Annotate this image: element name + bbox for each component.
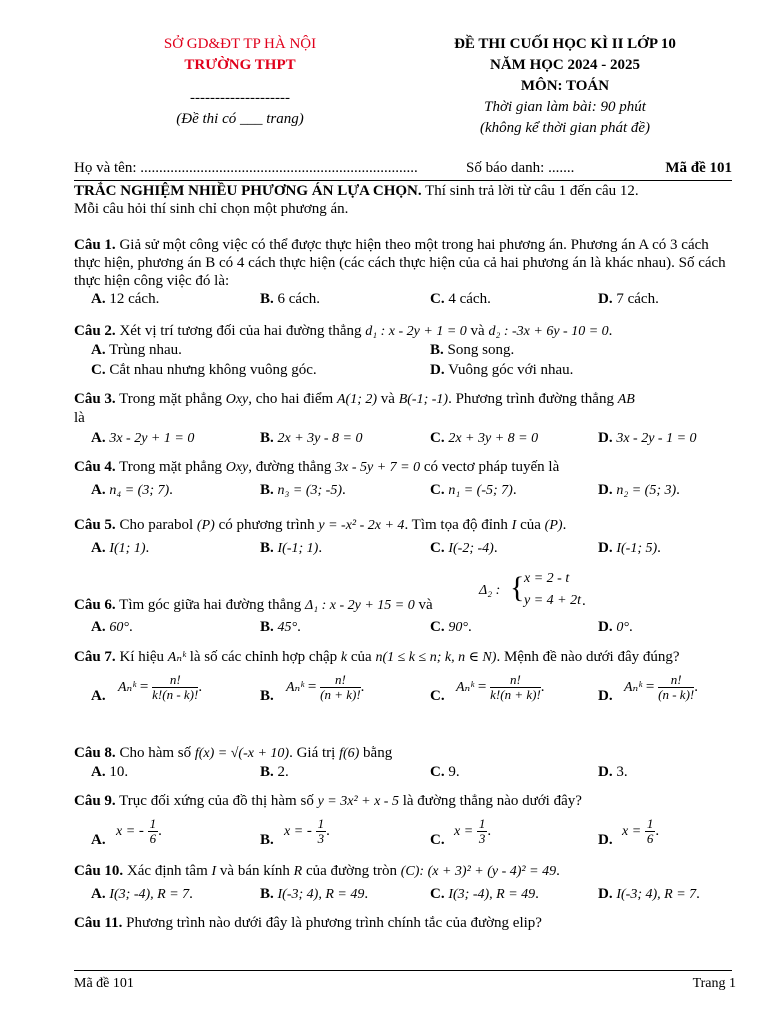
student-name-field: Họ và tên: .......................................................................... bbox=[74, 160, 418, 176]
option-d[interactable]: D. 7 cách. bbox=[598, 291, 659, 307]
option-a-formula: x = - $\frac{1}{6}$ . bbox=[116, 816, 162, 846]
option-d[interactable]: D. I(-3; 4), R = 7. bbox=[598, 886, 700, 902]
option-d[interactable]: D. I(-1; 5). bbox=[598, 540, 661, 556]
option-c[interactable]: C. 4 cách. bbox=[430, 291, 491, 307]
option-b[interactable]: B. bbox=[260, 688, 274, 704]
options bbox=[74, 539, 736, 559]
question-6: Câu 6. Tìm góc giữa hai đường thẳng Δ₁ : x - 2y + 15 = 0 và Δ₂ : { x = 2 - t y = 4 + 2t . A. 60°. B. 45°. C. 90°. D. 0°. bbox=[74, 568, 736, 638]
option-a[interactable]: A. bbox=[91, 832, 106, 848]
section-desc: Thí sinh trả lời từ câu 1 đến câu 12. bbox=[421, 183, 639, 199]
option-d[interactable]: D. Vuông góc với nhau. bbox=[430, 362, 574, 378]
option-b[interactable]: B. 2. bbox=[260, 764, 289, 780]
option-c[interactable]: C. I(-2; -4). bbox=[430, 540, 498, 556]
question-label: Câu 1. bbox=[74, 237, 116, 253]
option-a[interactable]: A. I(3; -4), R = 7. bbox=[91, 886, 193, 902]
school-year: NĂM HỌC 2024 - 2025 bbox=[490, 57, 640, 73]
option-d[interactable]: D. 3x - 2y - 1 = 0 bbox=[598, 430, 697, 446]
section-title: TRẮC NGHIỆM NHIỀU PHƯƠNG ÁN LỰA CHỌN. bbox=[74, 183, 422, 199]
option-d[interactable]: D. n₂ = (5; 3). bbox=[598, 482, 680, 498]
section-intro bbox=[74, 182, 736, 218]
school-name: TRƯỜNG THPT bbox=[184, 57, 296, 73]
option-a-formula: Aₙᵏ = $\frac{n!}{k!(n - k)!}$ . bbox=[118, 672, 203, 702]
options bbox=[74, 429, 736, 449]
exam-header bbox=[0, 30, 768, 140]
line-d2: d₂ : -3x + 6y - 10 = 0 bbox=[488, 324, 609, 339]
student-info-row bbox=[74, 158, 732, 180]
divider-dashes: -------------------- bbox=[190, 90, 290, 106]
header-left bbox=[95, 34, 385, 130]
option-b[interactable]: B. bbox=[260, 832, 274, 848]
option-b[interactable]: B. 6 cách. bbox=[260, 291, 320, 307]
option-b[interactable]: B. Song song. bbox=[430, 342, 515, 358]
question-4: Câu 4. Trong mặt phẳng Oxy, đường thẳng 3x - 5y + 7 = 0 có vectơ pháp tuyến là A. n₄ = (3; 7). B. n₃ = (3; -5). C. n₁ = (-5; 7). D. n₂ = (5; 3). bbox=[74, 458, 736, 501]
page-count-note: (Đề thi có ___ trang) bbox=[176, 111, 304, 127]
option-d[interactable]: D. 3. bbox=[598, 764, 628, 780]
options-2 bbox=[74, 361, 736, 381]
option-b[interactable]: B. 2x + 3y - 8 = 0 bbox=[260, 430, 363, 446]
question-8: Câu 8. Cho hàm số f(x) = √(-x + 10). Giá trị f(6) bằng A. 10. B. 2. C. 9. D. 3. bbox=[74, 744, 736, 783]
option-a[interactable]: A. 60°. bbox=[91, 619, 133, 635]
options bbox=[74, 817, 736, 851]
option-c[interactable]: C. 9. bbox=[430, 764, 460, 780]
candidate-number-field: Số báo danh: ....... bbox=[466, 160, 575, 176]
option-a[interactable]: A. Trùng nhau. bbox=[91, 342, 182, 358]
department-name: SỞ GD&ĐT TP HÀ NỘI bbox=[163, 36, 317, 52]
top-rule bbox=[74, 180, 732, 181]
delta-2-label: Δ₂ : bbox=[479, 583, 501, 598]
option-b[interactable]: B. 45°. bbox=[260, 619, 301, 635]
option-a[interactable]: A. n₄ = (3; 7). bbox=[91, 482, 173, 498]
option-b[interactable]: B. I(-3; 4), R = 49. bbox=[260, 886, 369, 902]
option-a[interactable]: A. 12 cách. bbox=[91, 291, 160, 307]
exam-code: Mã đề 101 bbox=[665, 160, 732, 176]
option-c[interactable]: C. Cắt nhau nhưng không vuông góc. bbox=[91, 362, 317, 378]
option-d[interactable]: D. bbox=[598, 832, 613, 848]
option-d[interactable]: D. bbox=[598, 688, 613, 704]
option-c[interactable]: C. bbox=[430, 688, 445, 704]
question-text: Giả sử một công việc có thể được thực hiện theo một trong hai phương án. Phương án A có 3 cách thực hiện, phương án B có 4 cách thực hiện (các cách thực hiện của cả hai phương án là khác nhau). Số cách thực hiện công việc đó là: bbox=[74, 237, 726, 289]
options bbox=[74, 763, 736, 783]
system-eq-2: y = 4 + 2t bbox=[524, 593, 581, 608]
system-brace: { bbox=[510, 571, 525, 604]
question-7: Câu 7. Kí hiệu Aₙᵏ là số các chỉnh hợp chập k của n(1 ≤ k ≤ n; k, n ∈ N). Mệnh đề nào dưới đây đúng? A. Aₙᵏ = $\frac{n!}{k!(n - k)!}$ . B. Aₙᵏ = $\frac{n!}{(n + k)!}$ . C. Aₙᵏ = $\frac{n!}{k!(n + k)!}$ . D. Aₙᵏ = $\frac{n!}{(n - k)!}$ . bbox=[74, 648, 736, 711]
options bbox=[74, 341, 736, 361]
question-1 bbox=[74, 236, 736, 310]
option-c-formula: x = $\frac{1}{3}$ . bbox=[454, 816, 492, 846]
options bbox=[74, 673, 736, 711]
header-right bbox=[405, 34, 725, 139]
options bbox=[74, 290, 736, 310]
duration-note: (không kể thời gian phát đề) bbox=[479, 120, 651, 136]
option-c[interactable]: C. 2x + 3y + 8 = 0 bbox=[430, 430, 539, 446]
option-a[interactable]: A. bbox=[91, 688, 106, 704]
section-desc-2: Mỗi câu hỏi thí sinh chỉ chọn một phương án. bbox=[74, 201, 349, 217]
question-text-cont: là bbox=[74, 410, 85, 426]
question-5: Câu 5. Cho parabol (P) có phương trình y = -x² - 2x + 4. Tìm tọa độ đỉnh I của (P). A. I(1; 1). B. I(-1; 1). C. I(-2; -4). D. I(-1; 5). bbox=[74, 516, 736, 559]
options bbox=[74, 481, 736, 501]
subject: MÔN: TOÁN bbox=[520, 78, 610, 94]
option-a[interactable]: A. I(1; 1). bbox=[91, 540, 150, 556]
question-11: Câu 11. Phương trình nào dưới đây là phương trình chính tắc của đường elip? bbox=[74, 915, 542, 931]
options bbox=[74, 885, 736, 905]
option-b[interactable]: B. n₃ = (3; -5). bbox=[260, 482, 346, 498]
option-c[interactable]: C. I(3; -4), R = 49. bbox=[430, 886, 539, 902]
footer-rule bbox=[74, 970, 732, 971]
option-c[interactable]: C. n₁ = (-5; 7). bbox=[430, 482, 517, 498]
line-d1: d₁ : x - 2y + 1 = 0 bbox=[365, 324, 467, 339]
exam-title: ĐỀ THI CUỐI HỌC KÌ II LỚP 10 bbox=[454, 36, 676, 52]
question-3: Câu 3. Trong mặt phẳng Oxy, cho hai điểm A(1; 2) và B(-1; -1). Phương trình đường thẳng AB là A. 3x - 2y + 1 = 0 B. 2x + 3y - 8 = 0 C. 2x + 3y + 8 = 0 D. 3x - 2y - 1 = 0 bbox=[74, 390, 736, 449]
options bbox=[74, 618, 736, 638]
option-a[interactable]: A. 10. bbox=[91, 764, 129, 780]
option-b-formula: Aₙᵏ = $\frac{n!}{(n + k)!}$ . bbox=[286, 672, 365, 702]
option-c[interactable]: C. 90°. bbox=[430, 619, 472, 635]
duration: Thời gian làm bài: 90 phút bbox=[484, 99, 646, 115]
option-c[interactable]: C. bbox=[430, 832, 445, 848]
option-a[interactable]: A. 3x - 2y + 1 = 0 bbox=[91, 430, 195, 446]
option-c-formula: Aₙᵏ = $\frac{n!}{k!(n + k)!}$ . bbox=[456, 672, 545, 702]
question-2: Câu 2. Xét vị trí tương đối của hai đường thẳng d₁ : x - 2y + 1 = 0 và d₂ : -3x + 6y - 10 = 0. A. Trùng nhau. B. Song song. C. Cắt nhau nhưng không vuông góc. D. Vuông góc với nhau. bbox=[74, 322, 736, 381]
question-10: Câu 10. Xác định tâm I và bán kính R của đường tròn (C): (x + 3)² + (y - 4)² = 49. A. I(3; -4), R = 7. B. I(-3; 4), R = 49. C. I(3; -4), R = 49. D. I(-3; 4), R = 7. bbox=[74, 862, 736, 905]
option-b[interactable]: B. I(-1; 1). bbox=[260, 540, 323, 556]
option-d-formula: x = $\frac{1}{6}$ . bbox=[622, 816, 660, 846]
option-d[interactable]: D. 0°. bbox=[598, 619, 633, 635]
system-eq-1: x = 2 - t bbox=[524, 571, 570, 586]
option-b-formula: x = - $\frac{1}{3}$ . bbox=[284, 816, 330, 846]
option-d-formula: Aₙᵏ = $\frac{n!}{(n - k)!}$ . bbox=[624, 672, 698, 702]
question-9: Câu 9. Trục đối xứng của đồ thị hàm số y = 3x² + x - 5 là đường thẳng nào dưới đây? A. x = - $\frac{1}{6}$ . B. x = - $\frac{1}{3}$ . C. x = $\frac{1}{3}$ . D. x = $\frac{1}{6}$ . bbox=[74, 792, 736, 851]
footer-exam-code: Mã đề 101 bbox=[74, 976, 134, 991]
page-number: Trang 1 bbox=[692, 976, 736, 991]
